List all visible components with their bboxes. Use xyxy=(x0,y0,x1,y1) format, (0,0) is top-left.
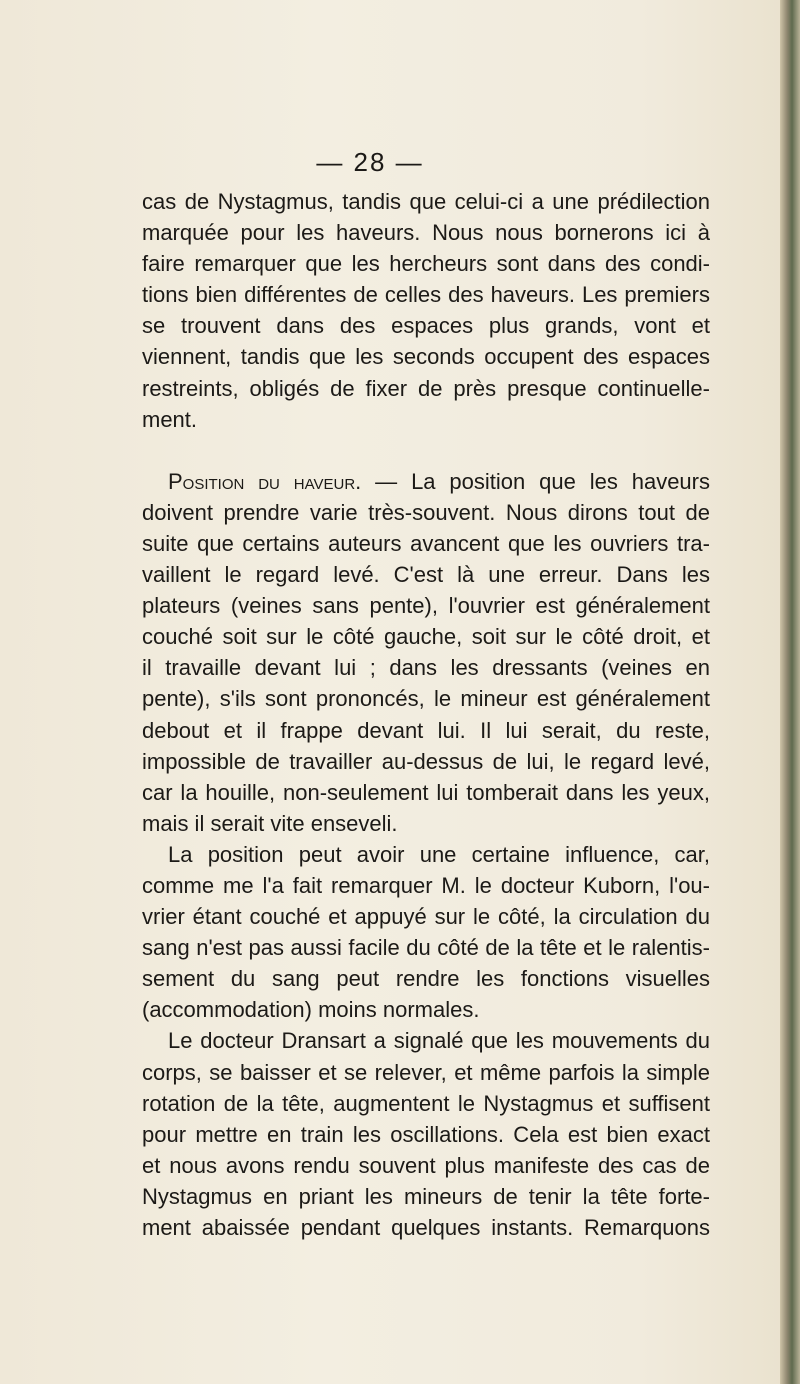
text-line: ment abaissée pendant quelques instants. Remarquons xyxy=(142,1215,710,1240)
body-text xyxy=(142,186,710,1243)
text-line: doivent prendre varie très-souvent. Nous dirons tout de xyxy=(142,499,710,525)
text-line: cas de Nystagmus, tandis que celui-ci a une prédilection xyxy=(142,189,710,214)
text-line: Le docteur Dransart a signalé que les mouvements du xyxy=(168,1028,710,1054)
text-line: vaillent le regard levé. C'est là une erreur. Dans les xyxy=(142,562,710,588)
text-line: sang n'est pas aussi facile du côté de la tête et le ralentis- xyxy=(142,935,710,961)
text-line: et nous avons rendu souvent plus manifeste des cas de xyxy=(142,1152,710,1178)
text-line: plateurs (veines sans pente), l'ouvrier est généralement xyxy=(142,593,710,619)
text-line: ment. xyxy=(142,406,198,432)
text-line: vrier étant couché et appuyé sur le côté, la circulation du xyxy=(142,904,710,930)
text-line: tions bien différentes de celles des haveurs. Les premiers xyxy=(142,282,710,308)
text-line: (accommodation) moins normales. xyxy=(142,997,480,1023)
text-line: corps, se baisser et se relever, et même parfois la simple xyxy=(142,1059,710,1085)
page-edge-shadow xyxy=(780,0,800,1384)
text-line-fragment: — La position que les haveurs xyxy=(361,468,710,494)
text-line: La position peut avoir une certaine influence, car, xyxy=(168,841,710,867)
text-line: comme me l'a fait remarquer M. le docteur Kuborn, l'ou- xyxy=(142,872,710,898)
text-line: mais il serait vite enseveli. xyxy=(142,810,398,836)
text-line: se trouvent dans des espaces plus grands, vont et xyxy=(142,313,710,339)
text-line: viennent, tandis que les seconds occupent des espaces xyxy=(142,344,710,370)
text-line: pour mettre en train les oscillations. Cela est bien exact xyxy=(142,1121,710,1147)
page-number: — 28 — xyxy=(316,147,424,177)
text-line: couché soit sur le côté gauche, soit sur le côté droit, et xyxy=(142,624,710,650)
text-line: Nystagmus en priant les mineurs de tenir la tête forte- xyxy=(142,1183,710,1209)
text-line: faire remarquer que les hercheurs sont dans des condi- xyxy=(142,251,710,277)
text-line: restreints, obligés de fixer de près presque continuelle- xyxy=(142,375,710,401)
text-line: il travaille devant lui ; dans les dressants (veines en xyxy=(142,655,710,681)
text-line xyxy=(142,466,710,497)
text-line: rotation de la tête, augmentent le Nystagmus et suffisent xyxy=(142,1090,710,1116)
text-line: debout et il frappe devant lui. Il lui serait, du reste, xyxy=(142,717,710,743)
text-line: marquée pour les haveurs. Nous nous bornerons ici à xyxy=(142,220,710,246)
text-line: pente), s'ils sont prononcés, le mineur est généralement xyxy=(142,686,710,712)
text-line: suite que certains auteurs avancent que les ouvriers tra- xyxy=(142,530,710,556)
text-line: impossible de travailler au-dessus de lui, le regard levé, xyxy=(142,748,710,774)
section-heading: Position du haveur. xyxy=(168,468,362,494)
text-line: car la houille, non-seulement lui tomberait dans les yeux, xyxy=(142,779,710,805)
text-line: sement du sang peut rendre les fonctions visuelles xyxy=(142,966,710,992)
